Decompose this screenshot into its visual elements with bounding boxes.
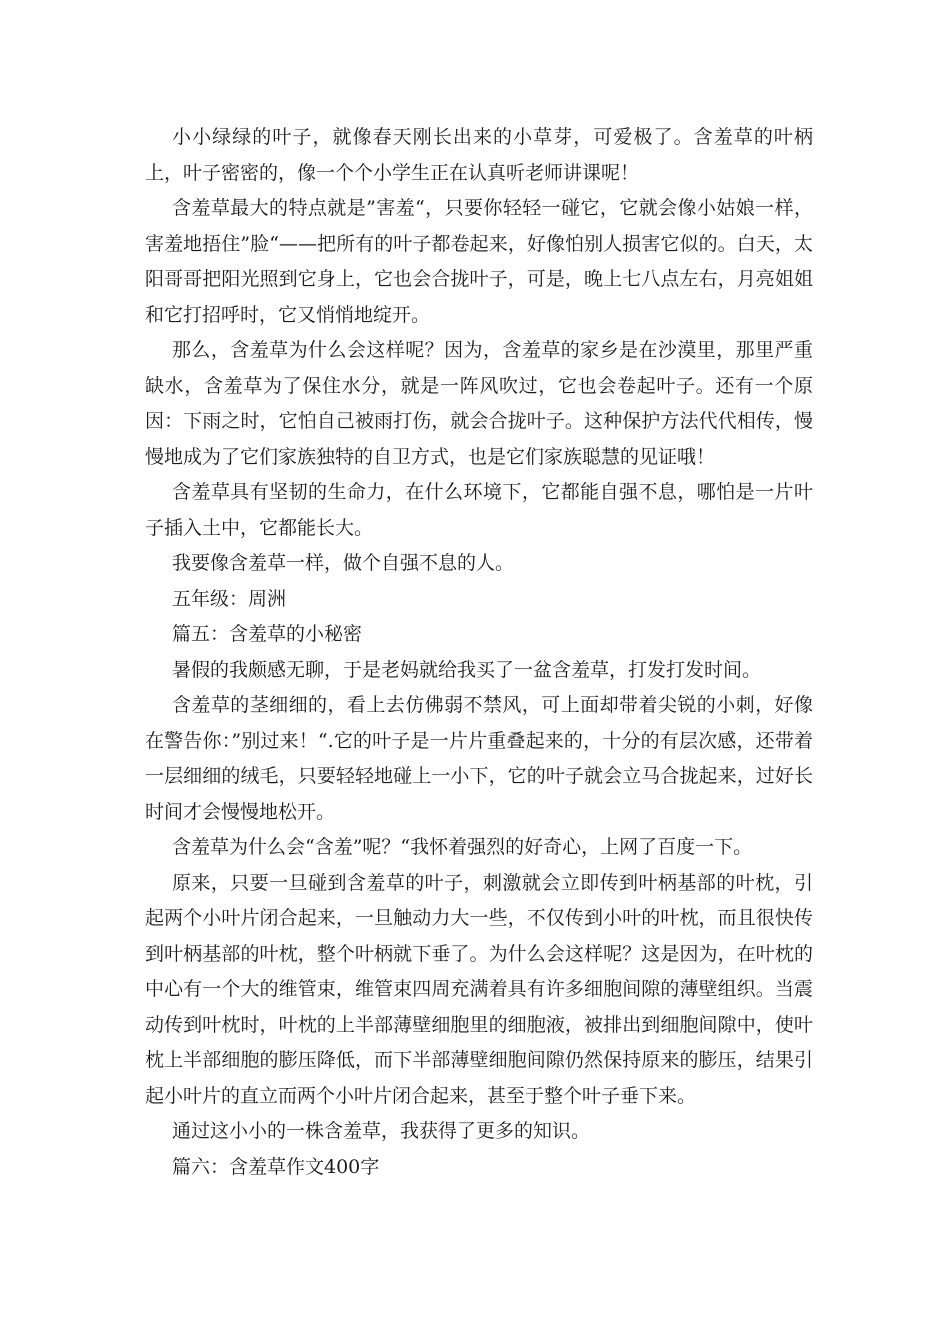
paragraph: 含羞草为什么会“含羞”呢？“我怀着强烈的好奇心，上网了百度一下。 (172, 836, 753, 858)
section-heading: 篇五：含羞草的小秘密 (172, 623, 363, 645)
paragraph: 通过这小小的一株含羞草，我获得了更多的知识。 (172, 1120, 591, 1142)
paragraph: 原来，只要一旦碰到含羞草的叶子，刺激就会立即传到叶柄基部的叶枕，引起两个小叶片闭合起来，一旦触动力大一些，不仅传到小叶的叶枕，而且很快传到叶柄基部的叶枕，整个叶柄就下垂了。为什么会这样呢？这是因为，在叶枕的中心有一个大的维管束，维管束四周充满着具有许多细胞间隙的薄壁组织。当震动传到叶枕时，叶枕的上半部薄壁细胞里的细胞液，被排出到细胞间隙中，使叶枕上半部细胞的膨压降低，而下半部薄壁细胞间隙仍然保持原来的膨压，结果引起小叶片的直立而两个小叶片闭合起来，甚至于整个叶子垂下来。 (145, 871, 813, 1107)
paragraph: 含羞草具有坚韧的生命力，在什么环境下，它都能自强不息，哪怕是一片叶子插入土中，它都能长大。 (145, 481, 813, 539)
paragraph: 我要像含羞草一样，做个自强不息的人。 (172, 552, 515, 574)
paragraph: 含羞草的茎细细的，看上去仿佛弱不禁风，可上面却带着尖锐的小刺，好像在警告你：”别过来！“.它的叶子是一片片重叠起来的，十分的有层次感，还带着一层细细的绒毛，只要轻轻地碰上一小下，它的叶子就会立马合拢起来，过好长时间才会慢慢地松开。 (145, 694, 813, 823)
paragraph: 暑假的我颇感无聊，于是老妈就给我买了一盆含羞草，打发打发时间。 (172, 658, 762, 681)
author-line: 五年级：周洲 (172, 587, 287, 610)
paragraph: 含羞草最大的特点就是”害羞“，只要你轻轻一碰它，它就会像小姑娘一样，害羞地捂住”脸“——把所有的叶子都卷起来，好像怕别人损害它似的。白天，太阳哥哥把阳光照到它身上，它也会合拢叶子，可是，晚上七八点左右，月亮姐姐和它打招呼时，它又悄悄地绽开。 (145, 197, 813, 326)
paragraph: 那么，含羞草为什么会这样呢？因为，含羞草的家乡是在沙漠里，那里严重缺水，含羞草为了保住水分，就是一阵风吹过，它也会卷起叶子。还有一个原因：下雨之时，它怕自己被雨打伤，就会合拢叶子。这种保护方法代代相传，慢慢地成为了它们家族独特的自卫方式，也是它们家族聪慧的见证哦！ (145, 339, 813, 468)
document-body (145, 120, 813, 1185)
section-heading: 篇六：含羞草作文400字 (172, 1155, 380, 1178)
paragraph: 小小绿绿的叶子，就像春天刚长出来的小草芽，可爱极了。含羞草的叶柄上，叶子密密的，像一个个小学生正在认真听老师讲课呢！ (145, 126, 813, 184)
